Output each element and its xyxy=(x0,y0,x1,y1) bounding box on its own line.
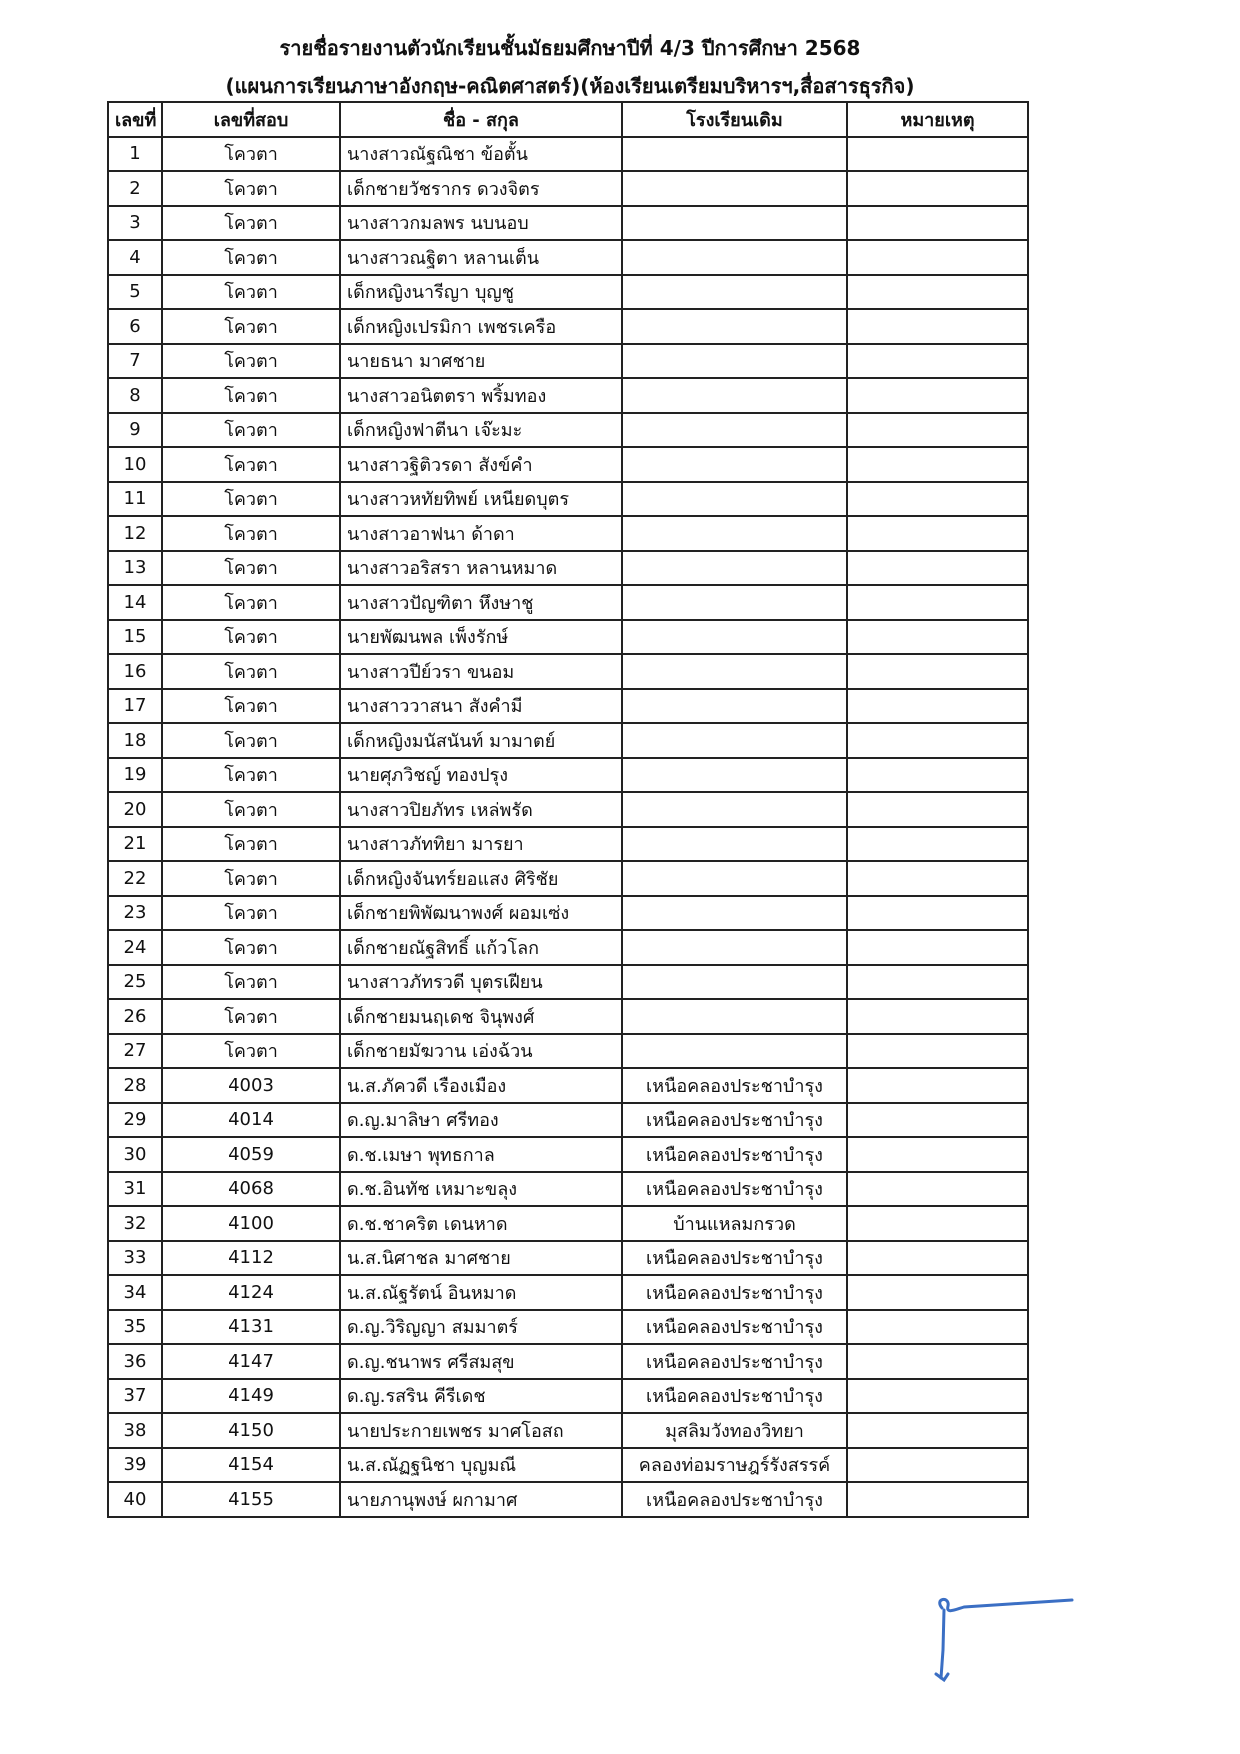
cell-note xyxy=(847,275,1028,310)
table-row xyxy=(108,827,1028,862)
cell-no: 26 xyxy=(108,999,162,1034)
cell-name: ด.ญ.ชนาพร ศรีสมสุข xyxy=(340,1344,622,1379)
cell-school: เหนือคลองประชาบำรุง xyxy=(622,1482,847,1517)
cell-exam-no: โควตา xyxy=(162,344,340,379)
cell-school xyxy=(622,620,847,655)
cell-name: เด็กหญิงฟาตีนา เจ๊ะมะ xyxy=(340,413,622,448)
cell-no: 39 xyxy=(108,1448,162,1483)
cell-name: ด.ญ.มาลิษา ศรีทอง xyxy=(340,1103,622,1138)
cell-note xyxy=(847,1275,1028,1310)
cell-exam-no: โควตา xyxy=(162,137,340,172)
cell-no: 31 xyxy=(108,1172,162,1207)
cell-name: น.ส.ณัฐรัตน์ อินหมาด xyxy=(340,1275,622,1310)
cell-note xyxy=(847,792,1028,827)
cell-school xyxy=(622,413,847,448)
table-row xyxy=(108,1482,1028,1517)
cell-school xyxy=(622,206,847,241)
cell-school: เหนือคลองประชาบำรุง xyxy=(622,1344,847,1379)
cell-no: 24 xyxy=(108,930,162,965)
cell-no: 27 xyxy=(108,1034,162,1069)
cell-school: เหนือคลองประชาบำรุง xyxy=(622,1310,847,1345)
cell-note xyxy=(847,723,1028,758)
table-row xyxy=(108,275,1028,310)
cell-school: เหนือคลองประชาบำรุง xyxy=(622,1068,847,1103)
cell-name: ด.ช.อินทัช เหมาะขลุง xyxy=(340,1172,622,1207)
table-row xyxy=(108,654,1028,689)
cell-no: 20 xyxy=(108,792,162,827)
cell-name: เด็กหญิงมนัสนันท์ มามาตย์ xyxy=(340,723,622,758)
cell-school xyxy=(622,585,847,620)
table-row xyxy=(108,1344,1028,1379)
table-row xyxy=(108,792,1028,827)
cell-name: นางสาวณฐิตา หลานเต็น xyxy=(340,240,622,275)
cell-exam-no: โควตา xyxy=(162,620,340,655)
cell-no: 32 xyxy=(108,1206,162,1241)
cell-school xyxy=(622,861,847,896)
table-row xyxy=(108,516,1028,551)
header-no: เลขที่ xyxy=(108,102,162,137)
table-row xyxy=(108,240,1028,275)
cell-note xyxy=(847,585,1028,620)
cell-school xyxy=(622,1034,847,1069)
table-row xyxy=(108,309,1028,344)
table-row xyxy=(108,689,1028,724)
cell-no: 8 xyxy=(108,378,162,413)
cell-name: เด็กหญิงจันทร์ยอแสง ศิริชัย xyxy=(340,861,622,896)
cell-no: 18 xyxy=(108,723,162,758)
cell-no: 9 xyxy=(108,413,162,448)
cell-school xyxy=(622,999,847,1034)
header-name: ชื่อ - สกุล xyxy=(340,102,622,137)
cell-no: 36 xyxy=(108,1344,162,1379)
cell-exam-no: โควตา xyxy=(162,551,340,586)
cell-no: 13 xyxy=(108,551,162,586)
cell-name: ด.ช.ชาคริต เดนหาด xyxy=(340,1206,622,1241)
cell-school xyxy=(622,551,847,586)
cell-note xyxy=(847,1172,1028,1207)
cell-name: นางสาวอาฟนา ด้าดา xyxy=(340,516,622,551)
signature-tail xyxy=(936,1610,948,1680)
cell-exam-no: 4003 xyxy=(162,1068,340,1103)
cell-note xyxy=(847,861,1028,896)
signature-stroke xyxy=(940,1599,1072,1610)
cell-note xyxy=(847,1310,1028,1345)
cell-no: 40 xyxy=(108,1482,162,1517)
cell-exam-no: 4014 xyxy=(162,1103,340,1138)
cell-school xyxy=(622,896,847,931)
cell-note xyxy=(847,516,1028,551)
cell-exam-no: 4059 xyxy=(162,1137,340,1172)
table-row xyxy=(108,447,1028,482)
cell-exam-no: 4112 xyxy=(162,1241,340,1276)
table-row xyxy=(108,758,1028,793)
cell-exam-no: 4155 xyxy=(162,1482,340,1517)
table-row xyxy=(108,1172,1028,1207)
cell-name: นางสาวภัททิยา มารยา xyxy=(340,827,622,862)
cell-note xyxy=(847,344,1028,379)
cell-exam-no: 4131 xyxy=(162,1310,340,1345)
cell-note xyxy=(847,413,1028,448)
cell-name: นางสาวปิยภัทร เหล่พรัด xyxy=(340,792,622,827)
cell-school xyxy=(622,654,847,689)
table-row xyxy=(108,206,1028,241)
cell-school xyxy=(622,792,847,827)
table-row xyxy=(108,482,1028,517)
cell-no: 14 xyxy=(108,585,162,620)
cell-note xyxy=(847,930,1028,965)
cell-school: เหนือคลองประชาบำรุง xyxy=(622,1241,847,1276)
cell-no: 5 xyxy=(108,275,162,310)
table-row xyxy=(108,344,1028,379)
cell-exam-no: 4100 xyxy=(162,1206,340,1241)
cell-name: นางสาวกมลพร นบนอบ xyxy=(340,206,622,241)
table-row xyxy=(108,1310,1028,1345)
cell-exam-no: 4149 xyxy=(162,1379,340,1414)
cell-note xyxy=(847,1482,1028,1517)
cell-name: นางสาวหทัยทิพย์ เหนียดบุตร xyxy=(340,482,622,517)
cell-school xyxy=(622,378,847,413)
cell-exam-no: โควตา xyxy=(162,965,340,1000)
table-row xyxy=(108,1206,1028,1241)
table-row xyxy=(108,585,1028,620)
cell-exam-no: โควตา xyxy=(162,1034,340,1069)
cell-name: ด.ญ.วิริญญา สมมาตร์ xyxy=(340,1310,622,1345)
table-row xyxy=(108,378,1028,413)
cell-school xyxy=(622,344,847,379)
cell-note xyxy=(847,137,1028,172)
cell-exam-no: 4147 xyxy=(162,1344,340,1379)
table-row xyxy=(108,137,1028,172)
cell-note xyxy=(847,1103,1028,1138)
cell-school xyxy=(622,516,847,551)
cell-name: น.ส.ณัฏฐนิชา บุญมณี xyxy=(340,1448,622,1483)
cell-no: 35 xyxy=(108,1310,162,1345)
cell-note xyxy=(847,1137,1028,1172)
cell-note xyxy=(847,758,1028,793)
table-row xyxy=(108,965,1028,1000)
table-row xyxy=(108,1413,1028,1448)
cell-name: เด็กชายวัชรากร ดวงจิตร xyxy=(340,171,622,206)
cell-school xyxy=(622,309,847,344)
cell-exam-no: โควตา xyxy=(162,930,340,965)
cell-exam-no: โควตา xyxy=(162,861,340,896)
cell-note xyxy=(847,1206,1028,1241)
table-row xyxy=(108,999,1028,1034)
cell-name: เด็กชายพิพัฒนาพงศ์ ผอมเซ่ง xyxy=(340,896,622,931)
table-row xyxy=(108,551,1028,586)
cell-school xyxy=(622,827,847,862)
cell-no: 34 xyxy=(108,1275,162,1310)
cell-school: บ้านแหลมกรวด xyxy=(622,1206,847,1241)
cell-no: 19 xyxy=(108,758,162,793)
cell-name: เด็กหญิงเปรมิกา เพชรเครือ xyxy=(340,309,622,344)
cell-school xyxy=(622,723,847,758)
cell-exam-no: โควตา xyxy=(162,482,340,517)
cell-no: 28 xyxy=(108,1068,162,1103)
cell-no: 33 xyxy=(108,1241,162,1276)
table-row xyxy=(108,723,1028,758)
cell-name: นางสาวอริสรา หลานหมาด xyxy=(340,551,622,586)
cell-no: 25 xyxy=(108,965,162,1000)
cell-name: นางสาวฐิติวรดา สังข์คำ xyxy=(340,447,622,482)
cell-exam-no: โควตา xyxy=(162,447,340,482)
cell-note xyxy=(847,827,1028,862)
cell-name: เด็กชายมัฆวาน เอ่งฉ้วน xyxy=(340,1034,622,1069)
table-row xyxy=(108,1068,1028,1103)
cell-no: 4 xyxy=(108,240,162,275)
cell-exam-no: โควตา xyxy=(162,723,340,758)
cell-name: เด็กชายณัฐสิทธิ์ แก้วโลก xyxy=(340,930,622,965)
table-row xyxy=(108,930,1028,965)
cell-no: 6 xyxy=(108,309,162,344)
cell-exam-no: โควตา xyxy=(162,516,340,551)
table-row xyxy=(108,171,1028,206)
table-row xyxy=(108,1275,1028,1310)
cell-exam-no: โควตา xyxy=(162,275,340,310)
cell-exam-no: โควตา xyxy=(162,827,340,862)
cell-school: เหนือคลองประชาบำรุง xyxy=(622,1379,847,1414)
cell-name: นางสาวณัฐณิชา ข้อตั้น xyxy=(340,137,622,172)
cell-exam-no: โควตา xyxy=(162,378,340,413)
cell-no: 2 xyxy=(108,171,162,206)
cell-no: 10 xyxy=(108,447,162,482)
cell-name: เด็กชายมนฤเดช จินุพงศ์ xyxy=(340,999,622,1034)
document-subtitle: (แผนการเรียนภาษาอังกฤษ-คณิตศาสตร์)(ห้องเรียนเตรียมบริหารฯ,สื่อสารธุรกิจ) xyxy=(225,74,915,98)
cell-note xyxy=(847,309,1028,344)
cell-exam-no: โควตา xyxy=(162,689,340,724)
cell-school xyxy=(622,930,847,965)
cell-school xyxy=(622,240,847,275)
table-row xyxy=(108,1137,1028,1172)
cell-school: คลองท่อมราษฎร์รังสรรค์ xyxy=(622,1448,847,1483)
header-exam-no: เลขที่สอบ xyxy=(162,102,340,137)
cell-no: 22 xyxy=(108,861,162,896)
cell-note xyxy=(847,171,1028,206)
cell-exam-no: โควตา xyxy=(162,309,340,344)
header-school: โรงเรียนเดิม xyxy=(622,102,847,137)
cell-exam-no: 4150 xyxy=(162,1413,340,1448)
cell-no: 37 xyxy=(108,1379,162,1414)
cell-no: 29 xyxy=(108,1103,162,1138)
cell-note xyxy=(847,206,1028,241)
table-row xyxy=(108,413,1028,448)
cell-name: นางสาววาสนา สังคำมี xyxy=(340,689,622,724)
cell-school: เหนือคลองประชาบำรุง xyxy=(622,1172,847,1207)
cell-note xyxy=(847,1034,1028,1069)
cell-note xyxy=(847,1344,1028,1379)
cell-exam-no: 4154 xyxy=(162,1448,340,1483)
cell-school: เหนือคลองประชาบำรุง xyxy=(622,1275,847,1310)
cell-note xyxy=(847,654,1028,689)
table-header-row xyxy=(108,102,1028,137)
cell-school xyxy=(622,965,847,1000)
cell-note xyxy=(847,1413,1028,1448)
cell-exam-no: โควตา xyxy=(162,413,340,448)
table-row xyxy=(108,896,1028,931)
cell-note xyxy=(847,447,1028,482)
cell-exam-no: โควตา xyxy=(162,206,340,241)
cell-no: 1 xyxy=(108,137,162,172)
handwritten-signature xyxy=(930,1590,1090,1690)
cell-name: นายประกายเพชร มาศโอสถ xyxy=(340,1413,622,1448)
cell-note xyxy=(847,689,1028,724)
cell-school: มุสลิมวังทองวิทยา xyxy=(622,1413,847,1448)
cell-name: นางสาวภัทรวดี บุตรเฝียน xyxy=(340,965,622,1000)
cell-note xyxy=(847,1241,1028,1276)
cell-name: นายธนา มาศชาย xyxy=(340,344,622,379)
cell-no: 15 xyxy=(108,620,162,655)
cell-name: เด็กหญิงนารีญา บุญชู xyxy=(340,275,622,310)
cell-name: นายศุภวิชญ์ ทองปรุง xyxy=(340,758,622,793)
cell-name: นางสาวอนิตตรา พริ้มทอง xyxy=(340,378,622,413)
cell-exam-no: โควตา xyxy=(162,654,340,689)
cell-exam-no: 4124 xyxy=(162,1275,340,1310)
header-note: หมายเหตุ xyxy=(847,102,1028,137)
cell-no: 11 xyxy=(108,482,162,517)
cell-name: ด.ช.เมษา พุทธกาล xyxy=(340,1137,622,1172)
cell-no: 30 xyxy=(108,1137,162,1172)
table-row xyxy=(108,1034,1028,1069)
cell-no: 3 xyxy=(108,206,162,241)
cell-exam-no: โควตา xyxy=(162,999,340,1034)
cell-school: เหนือคลองประชาบำรุง xyxy=(622,1137,847,1172)
cell-name: นางสาวปัญฑิตา หึงษาชู xyxy=(340,585,622,620)
cell-no: 21 xyxy=(108,827,162,862)
cell-no: 17 xyxy=(108,689,162,724)
cell-school xyxy=(622,275,847,310)
cell-no: 38 xyxy=(108,1413,162,1448)
cell-exam-no: โควตา xyxy=(162,171,340,206)
cell-school xyxy=(622,689,847,724)
cell-school xyxy=(622,171,847,206)
cell-note xyxy=(847,620,1028,655)
table-row xyxy=(108,1448,1028,1483)
cell-exam-no: 4068 xyxy=(162,1172,340,1207)
cell-note xyxy=(847,965,1028,1000)
cell-name: นายภานุพงษ์ ผกามาศ xyxy=(340,1482,622,1517)
cell-school xyxy=(622,447,847,482)
cell-note xyxy=(847,896,1028,931)
cell-name: นายพัฒนพล เพ็งรักษ์ xyxy=(340,620,622,655)
cell-no: 7 xyxy=(108,344,162,379)
student-roster-table xyxy=(107,101,1029,1518)
cell-note xyxy=(847,378,1028,413)
cell-exam-no: โควตา xyxy=(162,792,340,827)
cell-note xyxy=(847,1379,1028,1414)
cell-exam-no: โควตา xyxy=(162,758,340,793)
cell-note xyxy=(847,482,1028,517)
cell-name: น.ส.ภัควดี เรืองเมือง xyxy=(340,1068,622,1103)
cell-note xyxy=(847,551,1028,586)
cell-exam-no: โควตา xyxy=(162,585,340,620)
cell-no: 16 xyxy=(108,654,162,689)
table-row xyxy=(108,1379,1028,1414)
cell-note xyxy=(847,999,1028,1034)
cell-school xyxy=(622,758,847,793)
cell-name: ด.ญ.รสริน คีรีเดช xyxy=(340,1379,622,1414)
cell-school xyxy=(622,482,847,517)
cell-school: เหนือคลองประชาบำรุง xyxy=(622,1103,847,1138)
table-row xyxy=(108,1241,1028,1276)
cell-note xyxy=(847,1448,1028,1483)
document-title: รายชื่อรายงานตัวนักเรียนชั้นมัธยมศึกษาปีที่ 4/3 ปีการศึกษา 2568 xyxy=(279,36,861,60)
table-row xyxy=(108,620,1028,655)
cell-school xyxy=(622,137,847,172)
table-row xyxy=(108,861,1028,896)
table-row xyxy=(108,1103,1028,1138)
cell-name: น.ส.นิศาชล มาศชาย xyxy=(340,1241,622,1276)
cell-note xyxy=(847,1068,1028,1103)
cell-exam-no: โควตา xyxy=(162,896,340,931)
cell-note xyxy=(847,240,1028,275)
cell-no: 23 xyxy=(108,896,162,931)
cell-name: นางสาวปีย์วรา ขนอม xyxy=(340,654,622,689)
cell-exam-no: โควตา xyxy=(162,240,340,275)
cell-no: 12 xyxy=(108,516,162,551)
